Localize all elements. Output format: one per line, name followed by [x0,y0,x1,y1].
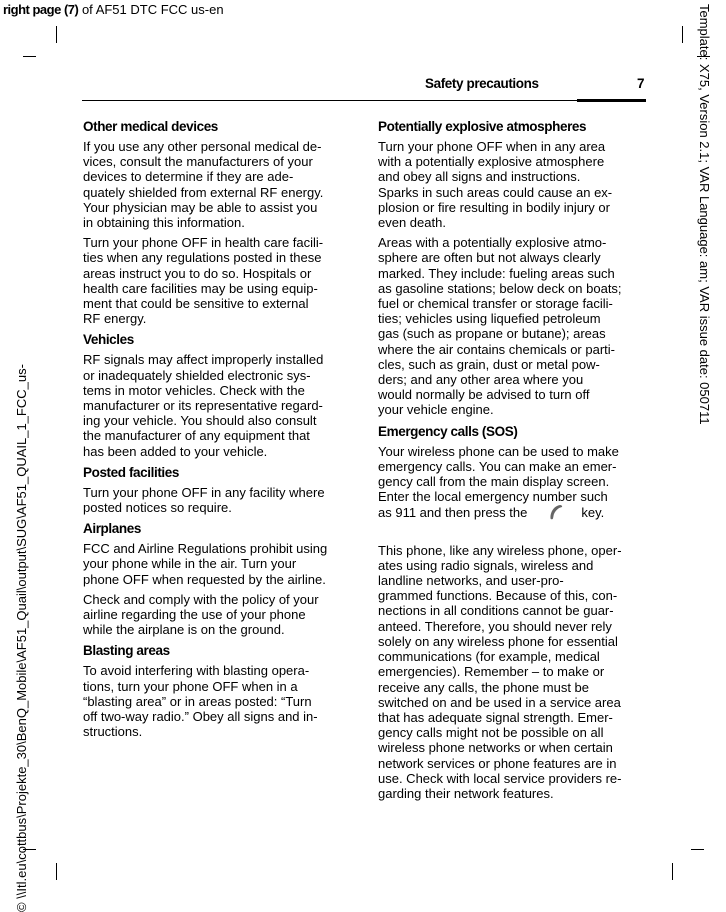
file-path-slug: © \\Itl.eu\cottbus\Projekte_30\BenQ_Mobile\AF51_Quail\output\SUG\AF51_QUAIL_1_FCC_us- [14,364,29,912]
emergency-text: Your wireless phone can be used to make emergency calls. You can make an emer- gency call from the main display screen. Enter the local emergency number such as 911 and then press the [378,443,619,521]
header-rule-accent [577,99,646,102]
crop-mark [56,26,57,43]
paragraph: If you use any other personal medical de- vices, consult the manufacturers of your devices to determine if they are ade- quately shielded from external RF energy. Your physician may be able to assist you in obtaining this information. [83,139,324,231]
crop-mark [682,26,683,43]
left-column [83,118,358,745]
paragraph: Turn your phone OFF when in any area with a potentially explosive atmosphere and obey all signs and instructions. Sparks in such areas could cause an ex- plosion or fire resulting in bodily injury or even death. [378,139,613,231]
heading-other-medical-devices: Other medical devices [83,119,218,134]
paragraph: Turn your phone OFF in any facility where posted notices so require. [83,484,325,516]
paragraph: FCC and Airline Regulations prohibit using your phone while in the air. Turn your phone OFF when requested by the airline. [83,541,328,587]
paragraph: Turn your phone OFF in health care facili- ties when any regulations posted in these areas instruct you to do so. Hospitals or health care facilities may be using equip- ment that could be sensitive to external RF energy. [83,235,324,327]
template-slug: Template: X75, Version 2.1; VAR Language: am; VAR issue date: 050711 [697,4,712,425]
slug-bold: right page (7) [3,2,79,17]
phone-handset-icon [549,504,563,518]
page-number: 7 [637,76,645,91]
heading-airplanes: Airplanes [83,521,141,537]
paragraph: To avoid interfering with blasting opera- tions, turn your phone OFF when in a “blasting area” or in areas posted: “Turn off two-way radio.” Obey all signs and in- structions. [83,663,318,740]
header-rule [82,100,646,101]
running-head: Safety precautions [425,76,539,91]
crop-mark [691,849,704,850]
right-column [378,118,653,806]
heading-posted-facilities: Posted facilities [83,464,179,480]
crop-mark [56,863,57,880]
paragraph: RF signals may affect improperly installed or inadequately shielded electronic sys- tems in motor vehicles. Check with the manufacturer or its representative regard- ing your vehicle. You should also consult the manufacturer of any equipment that has been added to your vehicle. [83,352,324,459]
emergency-text-end: key. [581,505,605,521]
heading-vehicles: Vehicles [83,332,134,348]
paragraph: Areas with a potentially explosive atmo- sphere are often but not always clearly marked. They include: fueling areas such as gasoline stations; below deck on boats; fuel or chemical transfer or storage facili- ties; vehicles using liquefied petroleum gas (such as propane or butane); areas where the air contains chemicals or parti- cles, such as grain, dust or metal pow- ders; and any other area where you would normally be advised to turn off your vehicle engine. [378,235,622,418]
slug-rest: of AF51 DTC FCC us-en [78,2,224,17]
heading-blasting-areas: Blasting areas [83,643,170,659]
paragraph: Check and comply with the policy of your airline regarding the use of your phone while the airplane is on the ground. [83,591,319,638]
print-slug [3,2,224,17]
heading-explosive-atmospheres: Potentially explosive atmospheres [378,119,587,134]
paragraph: This phone, like any wireless phone, oper- ates using radio signals, wireless and landline networks, and user-pro- grammed functions. Because of this, con- nections in all conditions cannot be guar- anteed. Therefore, you should never rely solely on any wireless phone for essential communications (for example, medical emergencies). Remember – to make or receive any calls, the phone must be switched on and be used in a service area that has adequate signal strength. Emer- gency calls might not be possible on all wireless phone networks or when certain network services or phone features are in use. Check with local service providers re- garding their network features. [378,542,622,801]
paragraph [378,444,653,521]
crop-mark [672,863,673,880]
heading-emergency-calls: Emergency calls (SOS) [378,423,518,439]
crop-mark [23,56,36,57]
